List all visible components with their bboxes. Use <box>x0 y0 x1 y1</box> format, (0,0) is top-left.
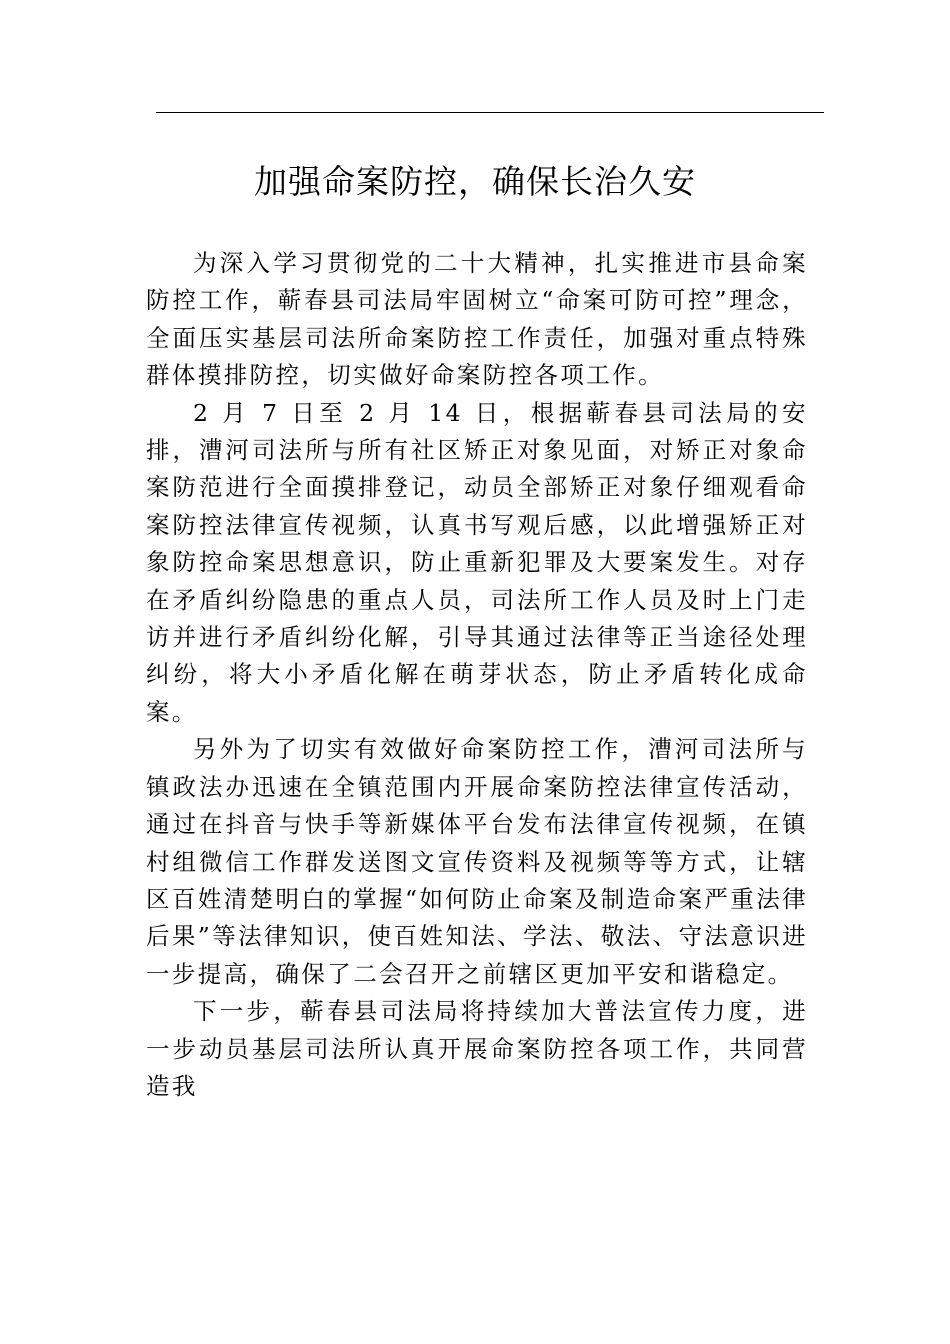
paragraph-4: 下一步，蕲春县司法局将持续加大普法宣传力度，进一步动员基层司法所认真开展命案防控各项工作，共同营造我 <box>146 997 808 1100</box>
paragraph-3: 另外为了切实有效做好命案防控工作，漕河司法所与镇政法办迅速在全镇范围内开展命案防控法律宣传活动，通过在抖音与快手等新媒体平台发布法律宣传视频，在镇村组微信工作群发送图文宣传资料及视频等等方式，让辖区百姓清楚明白的掌握“如何防止命案及制造命案严重法律后果”等法律知识，使百姓知法、学法、敬法、守法意识进一步提高，确保了二会召开之前辖区更加平安和谐稳定。 <box>146 735 808 988</box>
document-body <box>146 245 808 1105</box>
paragraph-1: 为深入学习贯彻党的二十大精神，扎实推进市县命案防控工作，蕲春县司法局牢固树立“命案可防可控”理念，全面压实基层司法所命案防控工作责任，加强对重点特殊群体摸排防控，切实做好命案防控各项工作。 <box>146 249 808 390</box>
header-divider <box>156 112 824 113</box>
document-title: 加强命案防控，确保长治久安 <box>254 162 696 201</box>
paragraph-2: 2 月 7 日至 2 月 14 日，根据蕲春县司法局的安排，漕河司法所与所有社区矫正对象见面，对矫正对象命案防范进行全面摸排登记，动员全部矫正对象仔细观看命案防控法律宣传视频，认真书写观后感，以此增强矫正对象防控命案思想意识，防止重新犯罪及大要案发生。对存在矛盾纠纷隐患的重点人员，司法所工作人员及时上门走访并进行矛盾纠纷化解，引导其通过法律等正当途径处理纠纷，将大小矛盾化解在萌芽状态，防止矛盾转化成命案。 <box>146 398 808 726</box>
